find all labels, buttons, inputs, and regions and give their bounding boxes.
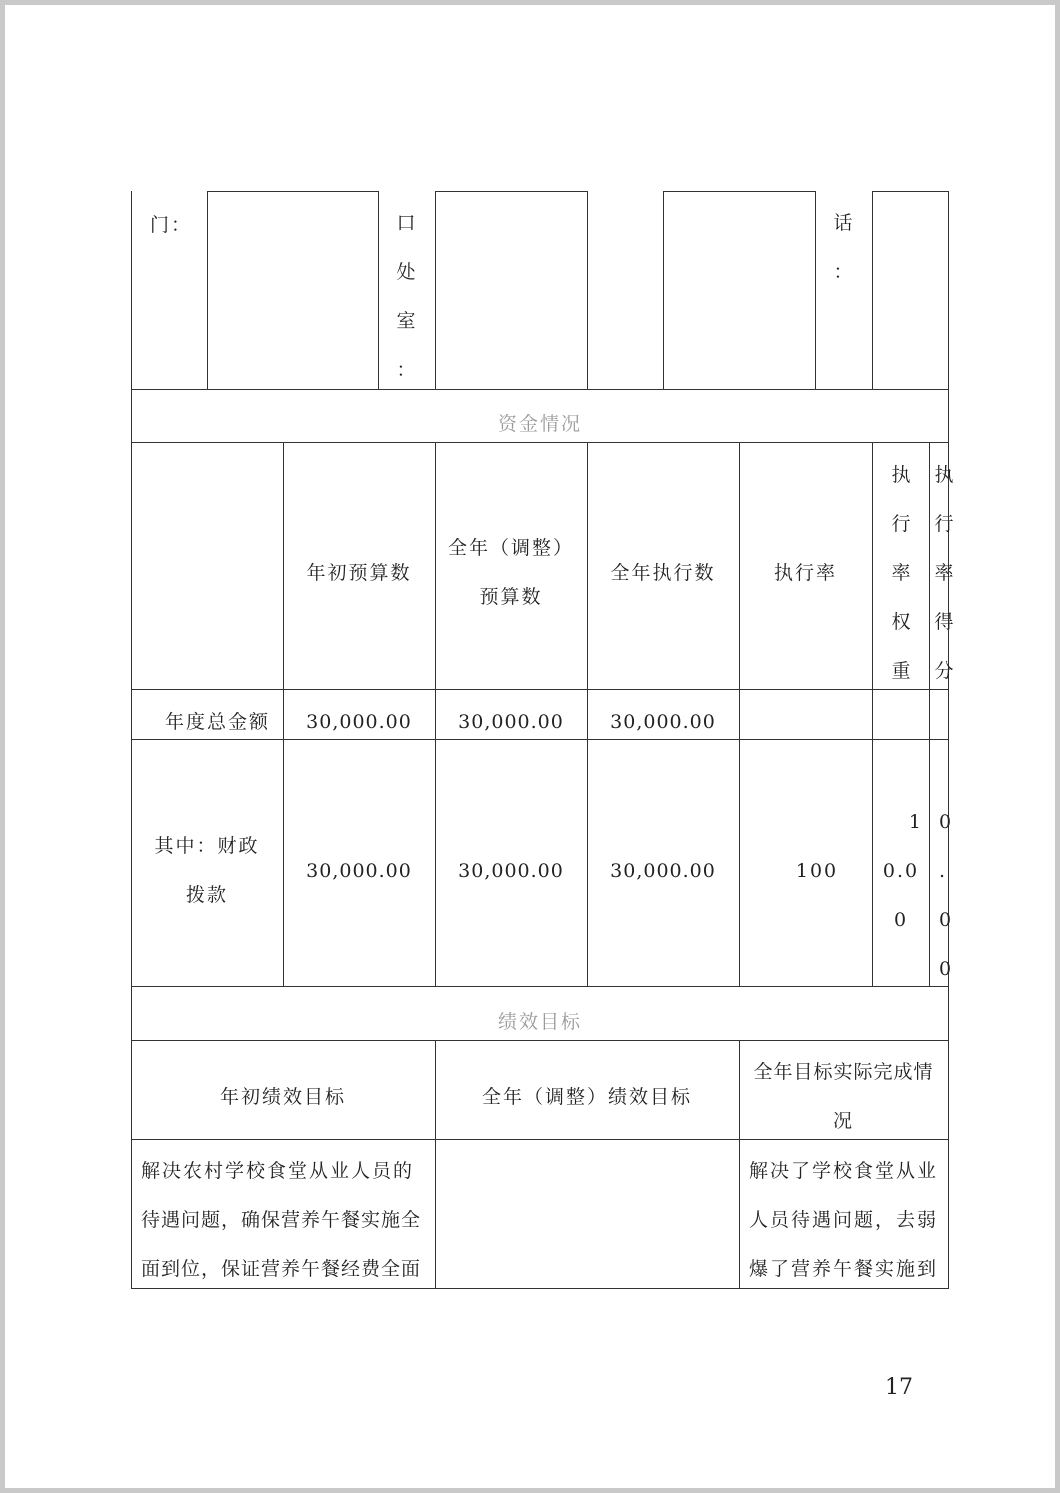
grid-line: [131, 689, 949, 690]
total-row-executed: 30,000.00: [610, 711, 716, 733]
table-border-right: [948, 191, 949, 1289]
grid-line: [663, 191, 664, 390]
grid-line: [587, 191, 588, 390]
document-page: [5, 5, 1055, 1488]
col-initial-budget: 年初预算数: [306, 562, 412, 584]
grid-line: [131, 389, 949, 390]
col-adjusted-budget: 全年（调整） 预算数: [447, 537, 574, 608]
fiscal-row-rate: 100: [795, 860, 839, 882]
actual-completion-text: 解决了学校食堂从业 人员待遇问题，去弱 爆了营养午餐实施到: [749, 1160, 939, 1280]
fiscal-row-executed: 30,000.00: [610, 860, 716, 882]
phone-label: 话 ：: [833, 212, 853, 283]
grid-line: [131, 986, 949, 987]
table-border-left: [131, 191, 132, 1289]
grid-line: [131, 1040, 949, 1041]
grid-line: [378, 191, 379, 390]
goals-section-title: 绩效目标: [497, 1011, 582, 1033]
page-number: 17: [885, 1375, 913, 1400]
grid-line: [207, 191, 208, 390]
col-executed: 全年执行数: [610, 562, 716, 584]
col-rate-score-clip: [930, 451, 954, 688]
total-row-adjusted: 30,000.00: [458, 711, 564, 733]
funds-section-title: 资金情况: [497, 413, 582, 435]
col-initial-goal: 年初绩效目标: [219, 1086, 346, 1108]
grid-line: [435, 191, 436, 390]
total-row-label: 年度总金额: [165, 711, 271, 733]
grid-line: [435, 191, 588, 192]
col-adjusted-goal: 全年（调整）绩效目标: [481, 1086, 692, 1108]
fiscal-row-label: 其中：财政 拨款: [154, 835, 260, 906]
grid-line: [131, 442, 949, 443]
office-label: 口 处 室 ：: [396, 212, 416, 381]
col-exec-rate: 执行率: [773, 562, 837, 584]
grid-line: [739, 442, 740, 987]
fiscal-row-initial: 30,000.00: [306, 860, 412, 882]
fiscal-row-weight: 1 0.0 0: [882, 811, 923, 931]
col-rate-weight: 执 行 率 权 重: [891, 464, 911, 682]
initial-goal-text: 解决农村学校食堂从业人员的 待遇问题，确保营养午餐实施全 面到位，保证营养午餐经费全面: [141, 1160, 422, 1280]
grid-line: [872, 191, 873, 390]
col-actual-completion: 全年目标实际完成情 况: [753, 1061, 934, 1132]
dept-label: 门：: [150, 214, 193, 236]
grid-line: [872, 191, 949, 192]
fiscal-row-adjusted: 30,000.00: [458, 860, 564, 882]
grid-line: [663, 191, 816, 192]
fiscal-row-score-clip: 0 . 0 0: [939, 811, 954, 980]
grid-line: [815, 191, 816, 390]
total-row-initial: 30,000.00: [306, 711, 412, 733]
col-rate-score: 执 行 率 得 分: [934, 464, 954, 682]
grid-line: [207, 191, 379, 192]
